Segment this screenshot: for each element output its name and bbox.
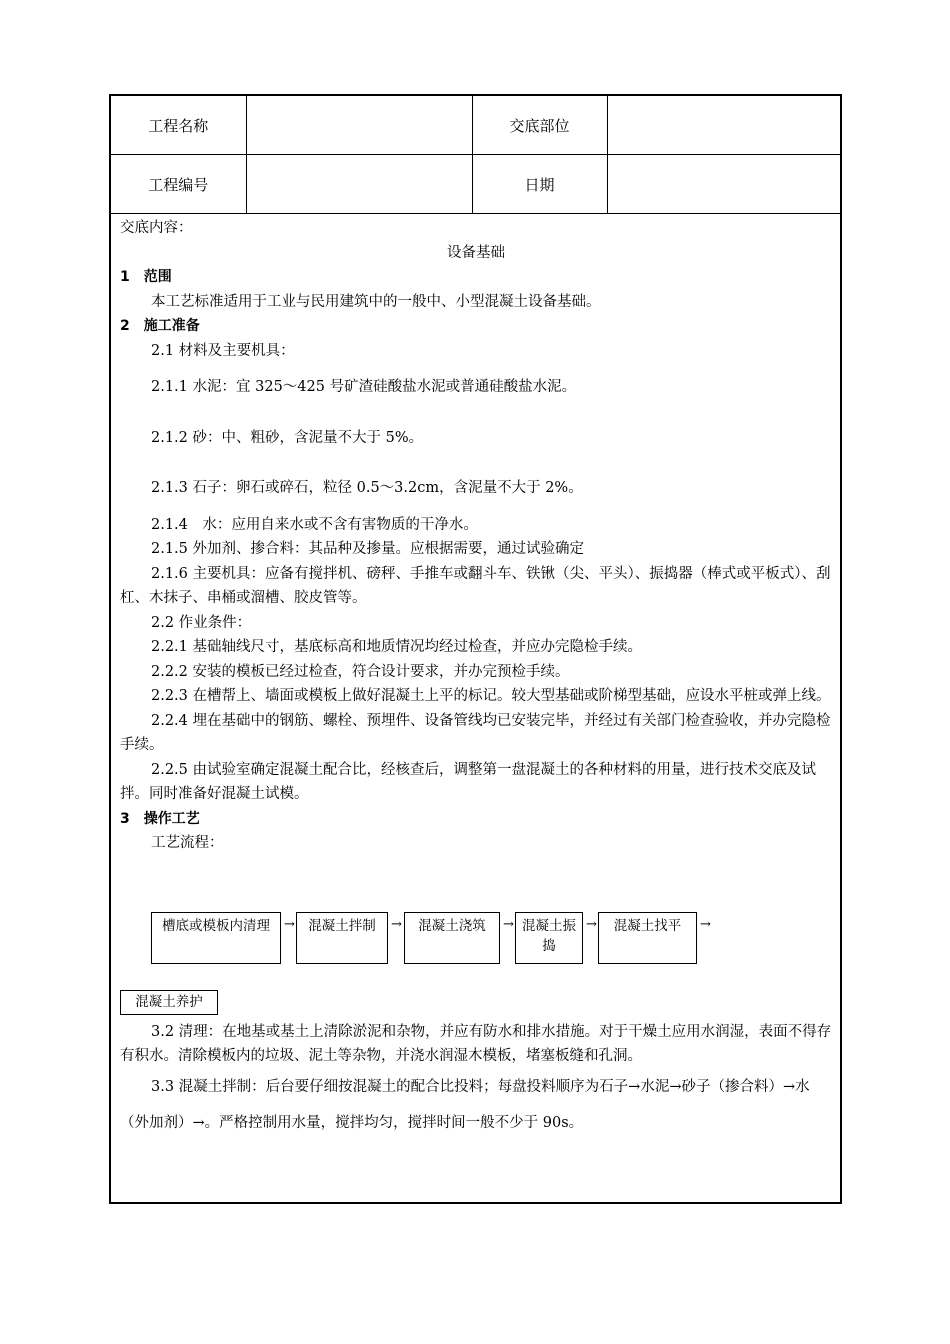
position-label: 交底部位 bbox=[472, 96, 607, 155]
para-2-1-5: 2.1.5 外加剂、掺合料：其品种及掺量。应根据需要，通过试验确定 bbox=[151, 541, 585, 557]
flow-arrow: → bbox=[586, 916, 597, 932]
position-value bbox=[607, 96, 840, 155]
para-2-2-3: 2.2.3 在槽帮上、墙面或模板上做好混凝土上平的标记。较大型基础或阶梯型基础，应设水平桩或弹上线。 bbox=[151, 688, 831, 704]
para-2-1-6: 2.1.6 主要机具：应备有搅拌机、磅秤、手推车或翻斗车、铁锹（尖、平头）、振捣器（棒式或平板式）、刮杠、木抹子、串桶或溜槽、胶皮管等。 bbox=[120, 565, 831, 606]
flow-step-vibrating: 混凝土振捣 bbox=[515, 912, 583, 964]
para-2-1-3: 2.1.3 石子：卵石或碎石，粒径 0.5～3.2cm，含泥量不大于 2%。 bbox=[151, 480, 583, 496]
section-3-heading: 3 操作工艺 bbox=[120, 810, 200, 827]
process-label: 工艺流程： bbox=[151, 835, 224, 851]
project-no-label: 工程编号 bbox=[111, 155, 246, 214]
date-label: 日期 bbox=[472, 155, 607, 214]
flow-arrow: → bbox=[503, 916, 514, 932]
para-2-2-4: 2.2.4 埋在基础中的钢筋、螺栓、预埋件、设备管线均已安装完毕，并经过有关部门检查验收，并办完隐检手续。 bbox=[120, 712, 831, 753]
flow-step-cleanup: 槽底或模板内清理 bbox=[151, 912, 281, 964]
project-name-value bbox=[246, 96, 472, 155]
flow-arrow: → bbox=[391, 916, 402, 932]
para-3-3: 3.3 混凝土拌制：后台要仔细按混凝土的配合比投料；每盘投料顺序为石子→水泥→砂子（掺合料）→水（外加剂）→。严格控制用水量，搅拌均匀，搅拌时间一般不少于 90s。 bbox=[120, 1078, 810, 1131]
para-2-1-2: 2.1.2 砂：中、粗砂，含泥量不大于 5%。 bbox=[151, 429, 424, 446]
flow-arrow: → bbox=[284, 916, 295, 932]
para-2-1-4: 2.1.4 水：应用自来水或不含有害物质的干净水。 bbox=[151, 516, 478, 533]
disclosure-form bbox=[109, 94, 842, 1204]
para-2-2-1: 2.2.1 基础轴线尺寸，基底标高和地质情况均经过检查，并应办完隐检手续。 bbox=[151, 639, 643, 655]
process-flowchart bbox=[120, 870, 832, 1020]
intro-label: 交底内容： bbox=[120, 220, 193, 236]
section-1-heading: 1 范围 bbox=[120, 269, 172, 285]
section-1-text: 本工艺标准适用于工业与民用建筑中的一般中、小型混凝土设备基础。 bbox=[151, 293, 601, 310]
flow-step-curing: 混凝土养护 bbox=[120, 990, 218, 1015]
date-value bbox=[607, 155, 840, 214]
flow-step-mixing: 混凝土拌制 bbox=[296, 912, 388, 964]
flow-arrow: → bbox=[700, 916, 711, 932]
project-no-value bbox=[246, 155, 472, 214]
para-2-2-2: 2.2.2 安装的模板已经过检查，符合设计要求，并办完预检手续。 bbox=[151, 663, 570, 680]
para-2-2: 2.2 作业条件： bbox=[151, 614, 252, 631]
para-2-1: 2.1 材料及主要机具： bbox=[151, 342, 295, 359]
flow-step-pouring: 混凝土浇筑 bbox=[404, 912, 500, 964]
disclosure-content bbox=[111, 216, 840, 1141]
section-2-heading: 2 施工准备 bbox=[120, 318, 200, 334]
para-2-2-5: 2.2.5 由试验室确定混凝土配合比，经核查后，调整第一盘混凝土的各种材料的用量，进行技术交底及试拌。同时准备好混凝土试模。 bbox=[120, 761, 816, 802]
header-table bbox=[111, 96, 840, 214]
para-2-1-1: 2.1.1 水泥：宜 325～425 号矿渣硅酸盐水泥或普通硅酸盐水泥。 bbox=[151, 379, 577, 395]
project-name-label: 工程名称 bbox=[111, 96, 246, 155]
para-3-2: 3.2 清理：在地基或基土上清除淤泥和杂物，并应有防水和排水措施。对于干燥土应用水润湿，表面不得存有积水。清除模板内的垃圾、泥土等杂物，并浇水润湿木模板，堵塞板缝和孔洞。 bbox=[120, 1023, 832, 1064]
flow-step-leveling: 混凝土找平 bbox=[598, 912, 697, 964]
header-row-1 bbox=[111, 96, 840, 155]
header-row-2 bbox=[111, 155, 840, 214]
doc-title: 设备基础 bbox=[447, 244, 505, 261]
